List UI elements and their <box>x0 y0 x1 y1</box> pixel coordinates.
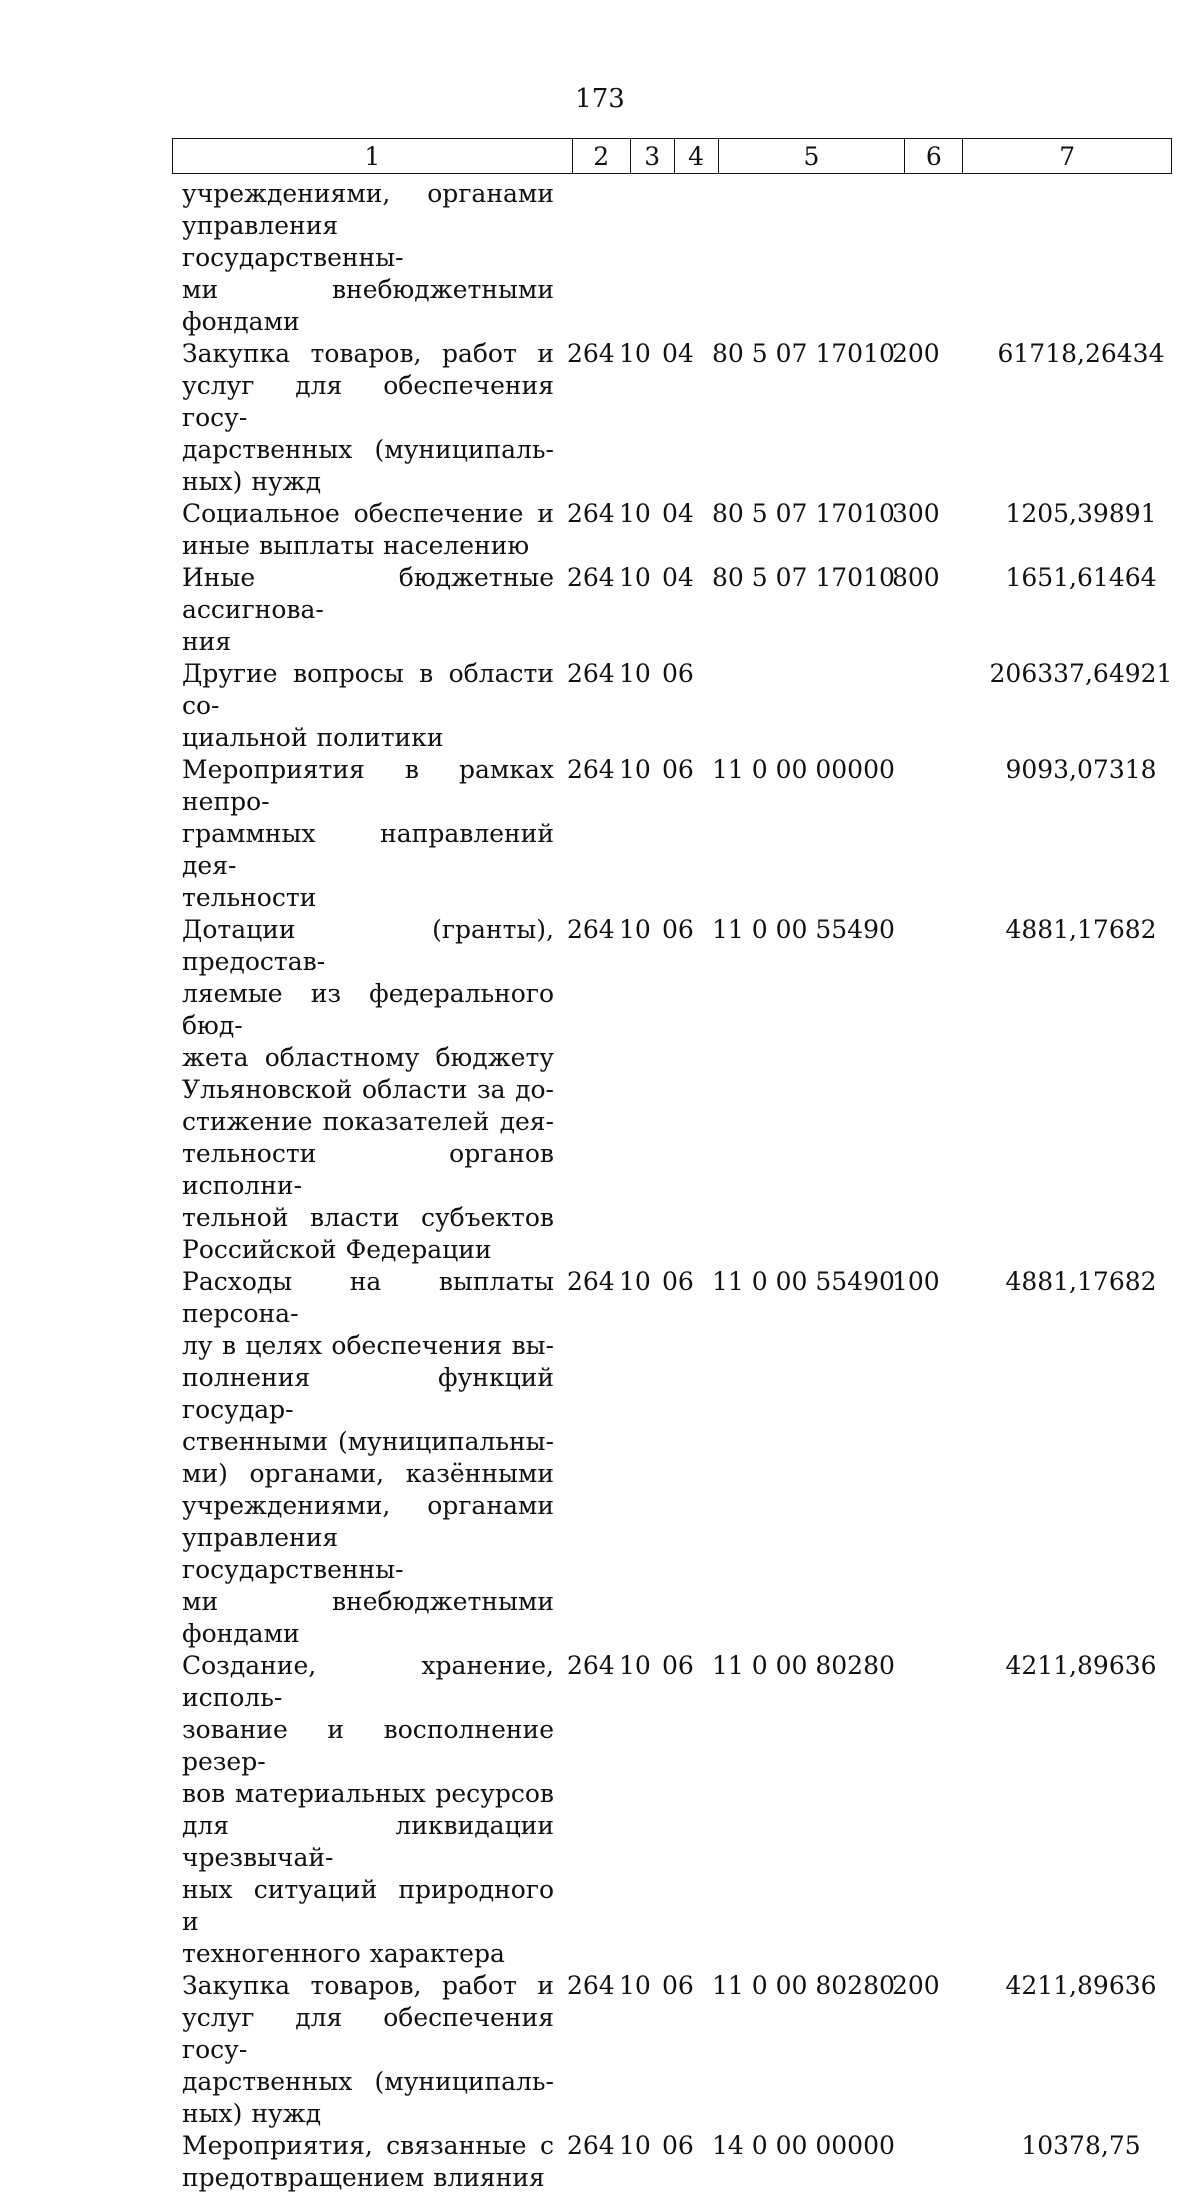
description-line: управления государственны- <box>182 1523 404 1584</box>
row-description <box>182 338 554 498</box>
description-line: тельности органов исполни- <box>182 1139 554 1200</box>
cell-col6: 200 <box>892 1971 940 2000</box>
cell-col6: 100 <box>892 1267 940 1296</box>
cell-col3: 10 <box>619 915 651 944</box>
description-line: ми внебюджетными фондами <box>182 1587 554 1648</box>
cell-col2: 264 <box>567 563 615 592</box>
cell-col7: 4211,89636 <box>1005 1971 1157 2000</box>
cell-col2: 264 <box>567 1971 615 2000</box>
description-line: Закупка товаров, работ и <box>182 339 554 368</box>
description-line: ми внебюджетными фондами <box>182 275 554 336</box>
description-line: тельной власти субъектов <box>182 1203 554 1232</box>
cell-col7: 61718,26434 <box>997 339 1165 368</box>
cell-col6: 200 <box>892 339 940 368</box>
cell-col5: 80 5 07 17010 <box>712 339 895 368</box>
row-description <box>182 178 554 338</box>
cell-col4: 04 <box>662 563 694 592</box>
description-line: лу в целях обеспечения вы- <box>182 1331 554 1360</box>
table-row <box>182 1266 1182 1650</box>
column-header-table <box>172 138 1172 174</box>
description-line: Закупка товаров, работ и <box>182 1971 554 2000</box>
cell-col6: 300 <box>892 499 940 528</box>
description-line: ных) нужд <box>182 467 322 496</box>
cell-col2: 264 <box>567 499 615 528</box>
cell-col4: 06 <box>662 1651 694 1680</box>
table-row <box>182 1650 1182 1970</box>
cell-col5: 80 5 07 17010 <box>712 499 895 528</box>
cell-col4: 06 <box>662 659 694 688</box>
cell-col2: 264 <box>567 915 615 944</box>
description-line: Российской Федерации <box>182 1235 492 1264</box>
cell-col3: 10 <box>619 499 651 528</box>
cell-col4: 06 <box>662 1267 694 1296</box>
cell-col3: 10 <box>619 563 651 592</box>
cell-col5: 11 0 00 55490 <box>712 915 895 944</box>
description-line: Иные бюджетные ассигнова- <box>182 563 554 624</box>
table-row <box>182 498 1182 562</box>
description-line: стижение показателей дея- <box>182 1107 554 1136</box>
description-line: ных ситуаций природного и <box>182 1875 554 1936</box>
cell-col7: 206337,64921 <box>989 659 1173 688</box>
description-line: дарственных (муниципаль- <box>182 2067 554 2096</box>
row-description <box>182 754 554 914</box>
cell-col5: 11 0 00 80280 <box>712 1971 895 2000</box>
budget-table-body <box>182 178 1182 2194</box>
cell-col2: 264 <box>567 755 615 784</box>
cell-col2: 264 <box>567 2131 615 2160</box>
table-row <box>182 658 1182 754</box>
description-line: техногенного характера <box>182 1939 505 1968</box>
description-line: зование и восполнение резер- <box>182 1715 554 1776</box>
description-line: услуг для обеспечения госу- <box>182 2003 554 2064</box>
description-line: Создание, хранение, исполь- <box>182 1651 554 1712</box>
description-line: учреждениями, органами <box>182 1491 554 1520</box>
description-line: ния <box>182 627 232 656</box>
row-description <box>182 2130 554 2194</box>
description-line: полнения функций государ- <box>182 1363 554 1424</box>
cell-col7: 9093,07318 <box>1005 755 1157 784</box>
cell-col2: 264 <box>567 1651 615 1680</box>
row-description <box>182 1266 554 1650</box>
description-line: Ульяновской области за до- <box>182 1075 554 1104</box>
column-header-4: 4 <box>674 139 718 174</box>
cell-col5: 14 0 00 00000 <box>712 2131 895 2160</box>
cell-col3: 10 <box>619 659 651 688</box>
description-line: управления государственны- <box>182 211 404 272</box>
cell-col6: 800 <box>892 563 940 592</box>
row-description <box>182 1970 554 2130</box>
cell-col7: 4211,89636 <box>1005 1651 1157 1680</box>
cell-col5: 80 5 07 17010 <box>712 563 895 592</box>
table-row <box>182 562 1182 658</box>
description-line: предотвращением влияния <box>182 2163 545 2192</box>
description-line: для ликвидации чрезвычай- <box>182 1811 554 1872</box>
cell-col4: 06 <box>662 915 694 944</box>
description-line: дарственных (муниципаль- <box>182 435 554 464</box>
description-line: Мероприятия в рамках непро- <box>182 755 554 816</box>
description-line: вов материальных ресурсов <box>182 1779 554 1808</box>
description-line: Другие вопросы в области со- <box>182 659 554 720</box>
column-header-5: 5 <box>718 139 905 174</box>
cell-col5: 11 0 00 80280 <box>712 1651 895 1680</box>
table-row <box>182 1970 1182 2130</box>
cell-col4: 06 <box>662 1971 694 2000</box>
description-line: Расходы на выплаты персона- <box>182 1267 554 1328</box>
description-line: ных) нужд <box>182 2099 322 2128</box>
cell-col7: 1205,39891 <box>1005 499 1157 528</box>
description-line: Социальное обеспечение и <box>182 499 554 528</box>
table-row <box>182 338 1182 498</box>
description-line: тельности <box>182 883 317 912</box>
description-line: циальной политики <box>182 723 444 752</box>
row-description <box>182 658 554 754</box>
table-row <box>182 914 1182 1266</box>
page-number: 173 <box>575 84 625 114</box>
cell-col3: 10 <box>619 339 651 368</box>
column-header-2: 2 <box>572 139 630 174</box>
cell-col4: 04 <box>662 339 694 368</box>
cell-col3: 10 <box>619 1267 651 1296</box>
cell-col4: 06 <box>662 2131 694 2160</box>
description-line: учреждениями, органами <box>182 179 554 208</box>
cell-col4: 06 <box>662 755 694 784</box>
cell-col5: 11 0 00 00000 <box>712 755 895 784</box>
column-header-1: 1 <box>173 139 573 174</box>
cell-col7: 10378,75 <box>1021 2131 1141 2160</box>
cell-col3: 10 <box>619 1971 651 2000</box>
description-line: жета областному бюджету <box>182 1043 554 1072</box>
table-row <box>182 2130 1182 2194</box>
description-line: граммных направлений дея- <box>182 819 554 880</box>
cell-col7: 4881,17682 <box>1005 915 1157 944</box>
cell-col2: 264 <box>567 659 615 688</box>
column-header-3: 3 <box>630 139 674 174</box>
description-line: иные выплаты населению <box>182 531 530 560</box>
cell-col4: 04 <box>662 499 694 528</box>
cell-col2: 264 <box>567 339 615 368</box>
table-row <box>182 754 1182 914</box>
column-header-6: 6 <box>905 139 963 174</box>
description-line: ляемые из федерального бюд- <box>182 979 554 1040</box>
column-header-7: 7 <box>963 139 1172 174</box>
cell-col7: 1651,61464 <box>1005 563 1157 592</box>
row-description <box>182 562 554 658</box>
cell-col3: 10 <box>619 1651 651 1680</box>
description-line: Дотации (гранты), предостав- <box>182 915 554 976</box>
cell-col2: 264 <box>567 1267 615 1296</box>
row-description <box>182 1650 554 1970</box>
cell-col3: 10 <box>619 2131 651 2160</box>
row-description <box>182 914 554 1266</box>
cell-col3: 10 <box>619 755 651 784</box>
description-line: ственными (муниципальны- <box>182 1427 554 1456</box>
cell-col5: 11 0 00 55490 <box>712 1267 895 1296</box>
description-line: услуг для обеспечения госу- <box>182 371 554 432</box>
description-line: ми) органами, казёнными <box>182 1459 554 1488</box>
cell-col7: 4881,17682 <box>1005 1267 1157 1296</box>
description-line: Мероприятия, связанные с <box>182 2131 554 2160</box>
table-row <box>182 178 1182 338</box>
row-description <box>182 498 554 562</box>
